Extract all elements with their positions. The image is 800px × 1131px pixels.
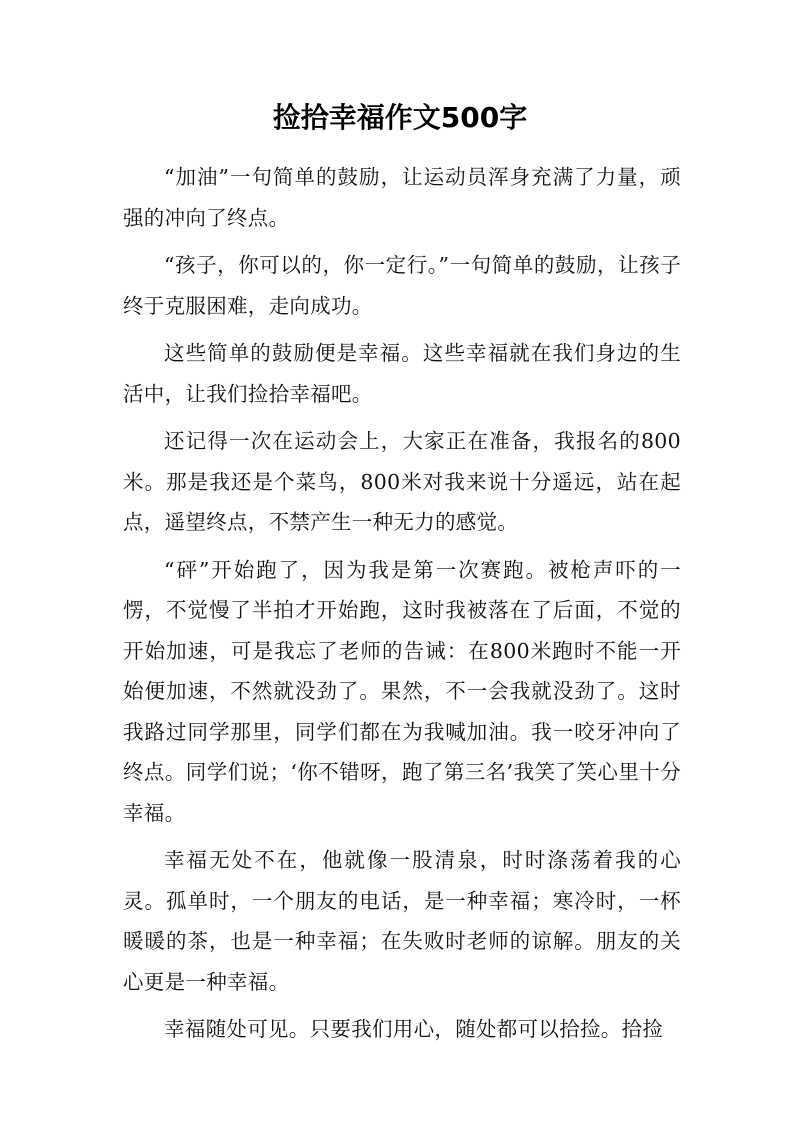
document-body xyxy=(123,157,681,1057)
paragraph: 这些简单的鼓励便是幸福。这些幸福就在我们身边的生活中，让我们捡拾幸福吧。 xyxy=(123,341,681,406)
paragraph: “砰”开始跑了，因为我是第一次赛跑。被枪声吓的一愣，不觉慢了半拍才开始跑，这时我被落在了后面，不觉的开始加速，可是我忘了老师的告诫：在800米跑时不能一开始便加速，不然就没劲了。果然，不一会我就没劲了。这时我路过同学那里，同学们都在为我喊加油。我一咬牙冲向了终点。同学们说；‘你不错呀，跑了第三名’我笑了笑心里十分幸福。 xyxy=(123,557,681,825)
paragraph: 还记得一次在运动会上，大家正在准备，我报名的800米。那是我还是个菜鸟，800米对我来说十分遥远，站在起点，遥望终点，不禁产生一种无力的感觉。 xyxy=(123,429,681,534)
paragraph: “孩子，你可以的，你一定行。”一句简单的鼓励，让孩子终于克服困难，走向成功。 xyxy=(123,253,681,318)
paragraph: 幸福随处可见。只要我们用心，随处都可以拾捡。拾捡 xyxy=(164,1017,664,1041)
paragraph: “加油”一句简单的鼓励，让运动员浑身充满了力量，顽强的冲向了终点。 xyxy=(123,165,681,230)
document-title: 捡拾幸福作文500字 xyxy=(272,101,528,134)
paragraph: 幸福无处不在，他就像一股清泉，时时涤荡着我的心灵。孤单时，一个朋友的电话，是一种幸福；寒冷时，一杯暖暖的茶，也是一种幸福；在失败时老师的谅解。朋友的关心更是一种幸福。 xyxy=(123,848,681,994)
